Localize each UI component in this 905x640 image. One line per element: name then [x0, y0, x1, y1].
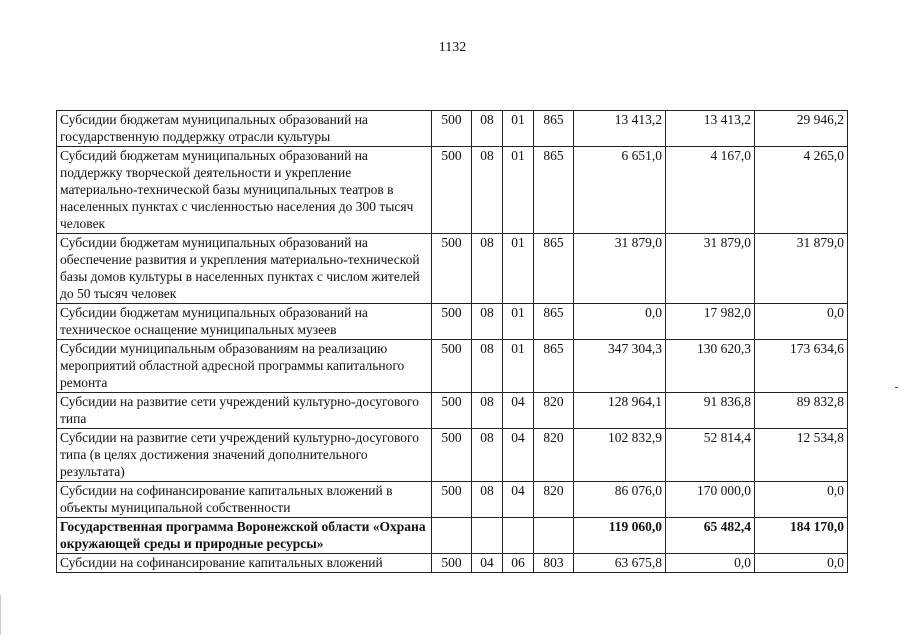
row-name-cell: Субсидии бюджетам муниципальных образований на обеспечение развития и укрепления материально-технической базы домов культуры в населенных пунктах с числом жителей до 50 тысяч человек — [57, 234, 432, 304]
row-value-1-cell: 31 879,0 — [574, 234, 666, 304]
row-code-section-cell: 08 — [472, 234, 503, 304]
row-code-section-cell: 08 — [472, 393, 503, 429]
row-name-cell: Субсидии на софинансирование капитальных вложений в объекты муниципальной собственности — [57, 482, 432, 518]
table-row — [57, 234, 848, 304]
row-code-type-cell: 820 — [534, 429, 574, 482]
row-code-subsection-cell: 01 — [503, 340, 534, 393]
row-code-type-cell — [534, 518, 574, 554]
row-value-3-cell: 0,0 — [755, 554, 848, 573]
row-code-subsection-cell: 04 — [503, 393, 534, 429]
row-name-cell: Субсидии на софинансирование капитальных вложений — [57, 554, 432, 573]
table-row — [57, 340, 848, 393]
row-value-3-cell: 0,0 — [755, 482, 848, 518]
row-name-cell: Субсидии бюджетам муниципальных образований на техническое оснащение муниципальных музеев — [57, 304, 432, 340]
row-code-subsection-cell — [503, 518, 534, 554]
row-code-subsection-cell: 01 — [503, 111, 534, 147]
row-code-section-cell: 08 — [472, 147, 503, 234]
row-value-3-cell: 4 265,0 — [755, 147, 848, 234]
row-value-2-cell: 13 413,2 — [666, 111, 755, 147]
row-code-section-cell: 08 — [472, 340, 503, 393]
row-code-type-cell: 865 — [534, 304, 574, 340]
page-number: 1132 — [438, 40, 467, 55]
table-row — [57, 554, 848, 573]
row-value-1-cell: 128 964,1 — [574, 393, 666, 429]
row-code-type-cell: 803 — [534, 554, 574, 573]
row-value-3-cell: 0,0 — [755, 304, 848, 340]
row-code-subsection-cell: 06 — [503, 554, 534, 573]
table-row — [57, 518, 848, 554]
row-value-1-cell: 63 675,8 — [574, 554, 666, 573]
row-code-gr-cell: 500 — [432, 147, 472, 234]
row-value-1-cell: 13 413,2 — [574, 111, 666, 147]
row-code-section-cell: 08 — [472, 304, 503, 340]
row-value-1-cell: 0,0 — [574, 304, 666, 340]
row-value-3-cell: 184 170,0 — [755, 518, 848, 554]
row-code-gr-cell: 500 — [432, 554, 472, 573]
row-code-section-cell: 08 — [472, 429, 503, 482]
row-code-gr-cell: 500 — [432, 304, 472, 340]
row-code-gr-cell: 500 — [432, 429, 472, 482]
row-code-gr-cell: 500 — [432, 234, 472, 304]
row-name-cell: Субсидии на развитие сети учреждений культурно-досугового типа (в целях достижения значений дополнительного результата) — [57, 429, 432, 482]
row-value-2-cell: 91 836,8 — [666, 393, 755, 429]
row-code-gr-cell: 500 — [432, 111, 472, 147]
scan-edge — [0, 595, 1, 635]
row-value-3-cell: 31 879,0 — [755, 234, 848, 304]
row-value-3-cell: 173 634,6 — [755, 340, 848, 393]
row-code-gr-cell: 500 — [432, 482, 472, 518]
scan-mark — [895, 387, 898, 388]
row-code-subsection-cell: 01 — [503, 304, 534, 340]
budget-table — [56, 110, 848, 573]
row-value-1-cell: 6 651,0 — [574, 147, 666, 234]
row-code-section-cell — [472, 518, 503, 554]
row-code-gr-cell — [432, 518, 472, 554]
table-row — [57, 111, 848, 147]
row-name-cell: Государственная программа Воронежской области «Охрана окружающей среды и природные ресурсы» — [57, 518, 432, 554]
row-value-2-cell: 0,0 — [666, 554, 755, 573]
table-row — [57, 147, 848, 234]
row-value-3-cell: 29 946,2 — [755, 111, 848, 147]
row-value-2-cell: 65 482,4 — [666, 518, 755, 554]
row-code-section-cell: 04 — [472, 554, 503, 573]
row-value-2-cell: 17 982,0 — [666, 304, 755, 340]
row-value-3-cell: 89 832,8 — [755, 393, 848, 429]
row-value-2-cell: 170 000,0 — [666, 482, 755, 518]
row-code-subsection-cell: 01 — [503, 147, 534, 234]
row-name-cell: Субсидий бюджетам муниципальных образований на поддержку творческой деятельности и укрепление материально-технической базы муниципальных театров в населенных пунктах с численностью населения до 300 тысяч человек — [57, 147, 432, 234]
row-code-section-cell: 08 — [472, 111, 503, 147]
row-value-3-cell: 12 534,8 — [755, 429, 848, 482]
row-code-gr-cell: 500 — [432, 393, 472, 429]
row-value-1-cell: 86 076,0 — [574, 482, 666, 518]
row-code-type-cell: 820 — [534, 482, 574, 518]
row-code-subsection-cell: 01 — [503, 234, 534, 304]
row-code-section-cell: 08 — [472, 482, 503, 518]
row-value-2-cell: 130 620,3 — [666, 340, 755, 393]
row-code-type-cell: 865 — [534, 340, 574, 393]
row-code-subsection-cell: 04 — [503, 429, 534, 482]
row-code-gr-cell: 500 — [432, 340, 472, 393]
row-name-cell: Субсидии на развитие сети учреждений культурно-досугового типа — [57, 393, 432, 429]
table-row — [57, 393, 848, 429]
row-name-cell: Субсидии муниципальным образованиям на реализацию мероприятий областной адресной программы капитального ремонта — [57, 340, 432, 393]
row-code-type-cell: 865 — [534, 147, 574, 234]
row-code-type-cell: 820 — [534, 393, 574, 429]
row-value-2-cell: 4 167,0 — [666, 147, 755, 234]
row-value-1-cell: 102 832,9 — [574, 429, 666, 482]
row-code-type-cell: 865 — [534, 234, 574, 304]
row-value-1-cell: 347 304,3 — [574, 340, 666, 393]
row-value-2-cell: 31 879,0 — [666, 234, 755, 304]
table-row — [57, 482, 848, 518]
table-row — [57, 304, 848, 340]
row-code-type-cell: 865 — [534, 111, 574, 147]
row-value-1-cell: 119 060,0 — [574, 518, 666, 554]
row-name-cell: Субсидии бюджетам муниципальных образований на государственную поддержку отрасли культуры — [57, 111, 432, 147]
row-value-2-cell: 52 814,4 — [666, 429, 755, 482]
table-row — [57, 429, 848, 482]
row-code-subsection-cell: 04 — [503, 482, 534, 518]
